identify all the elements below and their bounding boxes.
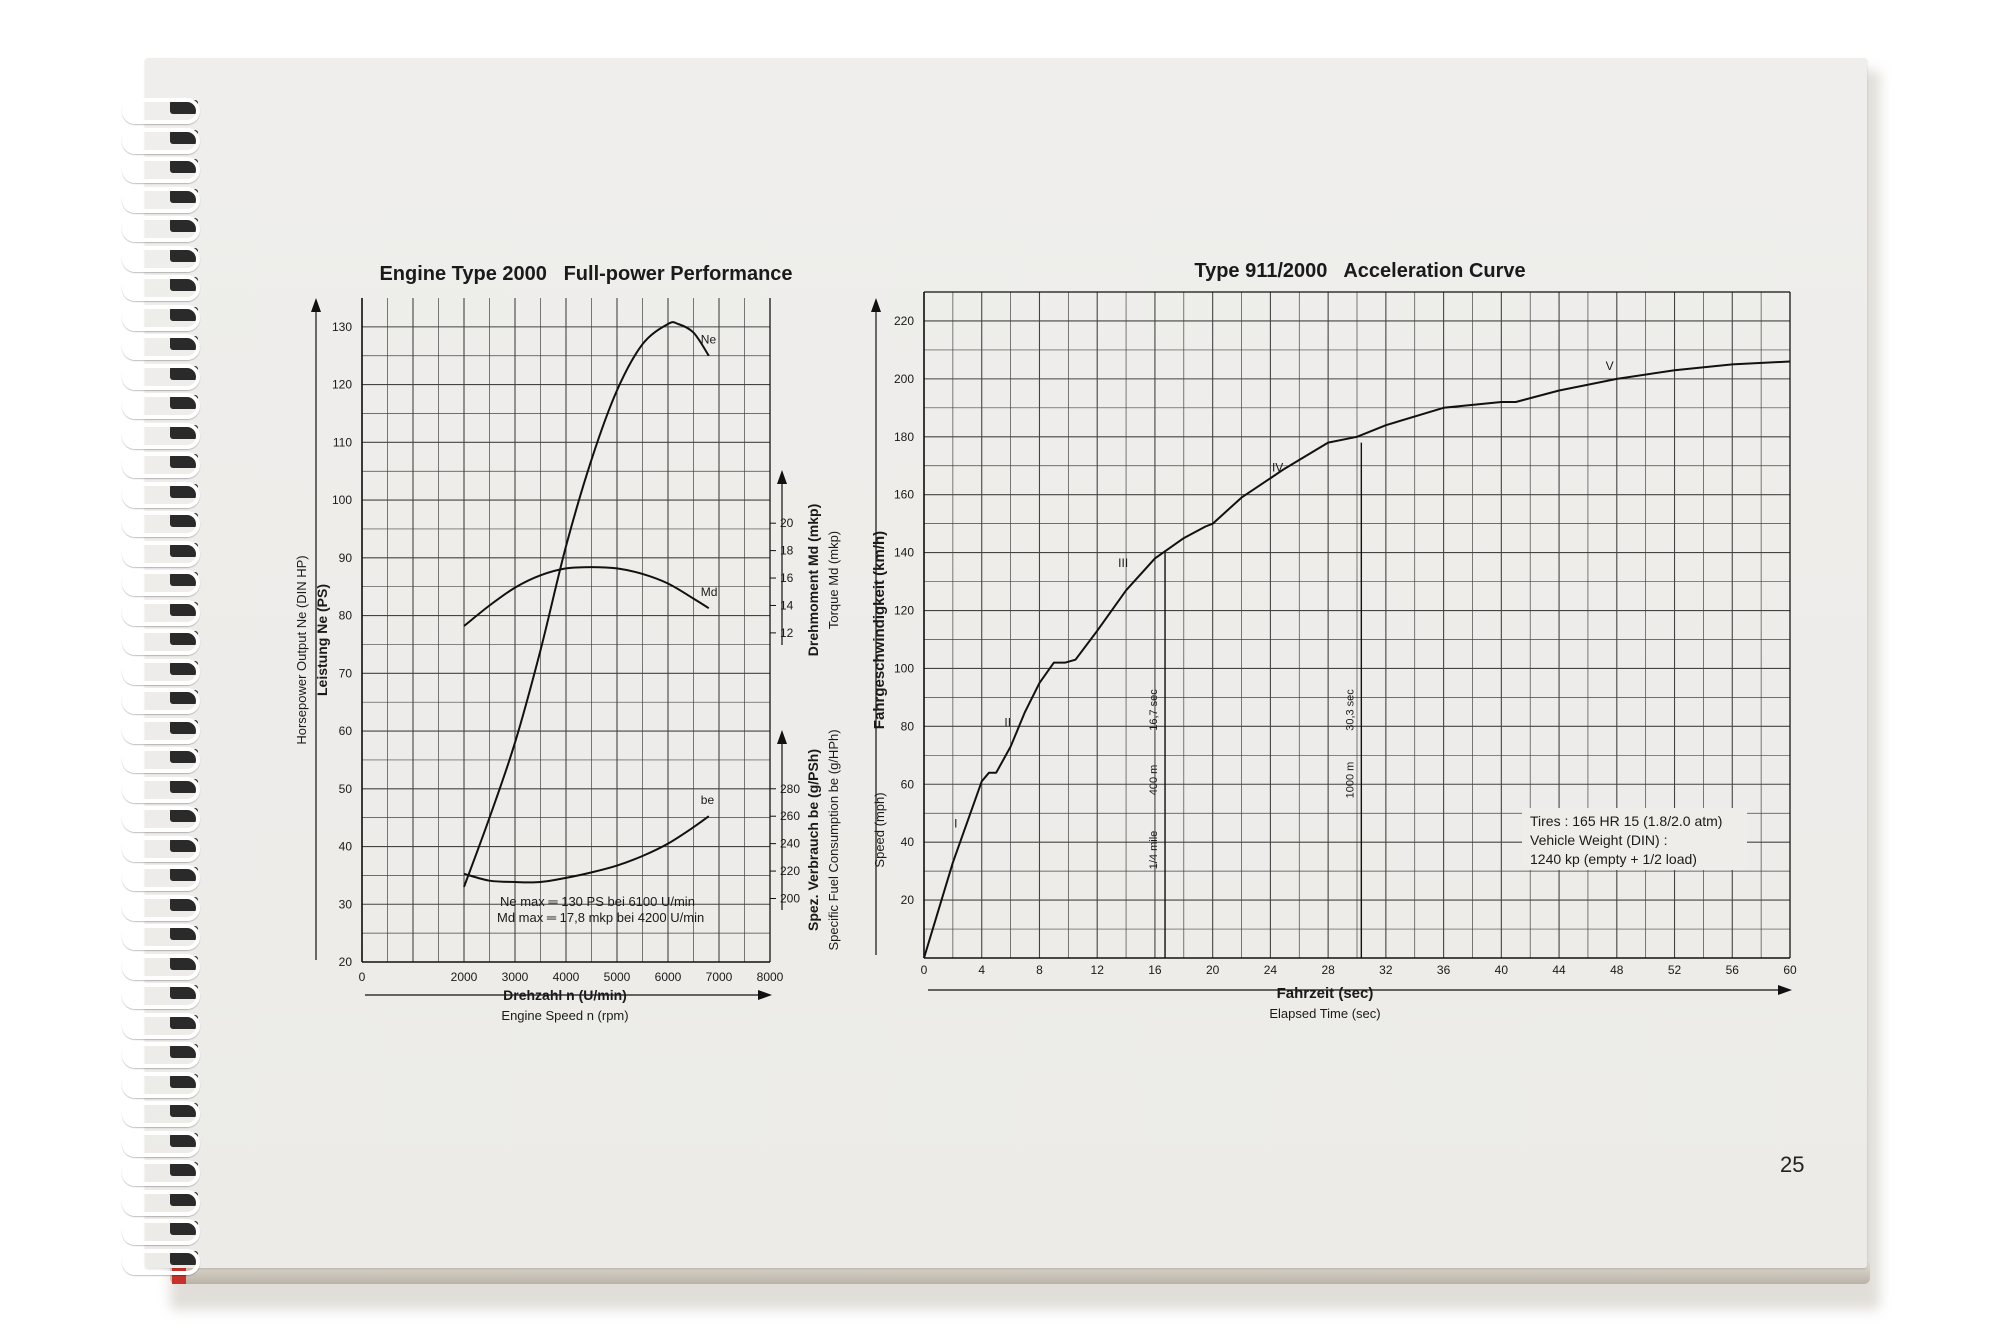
distance-marker-label: 16,7 sec (1148, 689, 1161, 731)
y-tick-label: 130 (331, 319, 352, 334)
x-tick-label: 3000 (501, 970, 529, 984)
binding-ring (122, 659, 200, 685)
distance-marker-label: 1000 m (1344, 761, 1357, 799)
y-tick-label: 180 (893, 429, 914, 444)
binding-ring (122, 924, 200, 950)
fuel-arrow-head (777, 730, 787, 744)
x-arrow-head (758, 990, 772, 1000)
binding-ring (122, 806, 200, 832)
binding-ring (122, 482, 200, 508)
binding-ring (122, 98, 200, 124)
x-tick-label: 48 (1610, 963, 1624, 977)
y-tick-label: 100 (893, 661, 914, 676)
y-tick-label: 60 (338, 724, 352, 739)
y-tick-label: 20 (900, 893, 914, 908)
series-Ne-line (464, 322, 709, 887)
x-tick-label: 4 (978, 963, 986, 977)
binding-ring (122, 157, 200, 183)
acceleration-chart-ticks (894, 314, 1797, 977)
binding-ring (122, 1072, 200, 1098)
binding-ring (122, 393, 200, 419)
binding-ring (122, 216, 200, 242)
fuel-tick-label: 220 (780, 864, 801, 879)
y-tick-label: 40 (338, 839, 352, 854)
binding-ring (122, 246, 200, 272)
y-arrow-head (311, 298, 321, 312)
fuel-tick-label: 280 (780, 781, 801, 796)
x-tick-label: 5000 (603, 970, 631, 984)
series-be-label: be (700, 793, 715, 808)
binding-ring (122, 1190, 200, 1216)
binding-ring (122, 1131, 200, 1157)
torque-tick-label: 20 (780, 516, 794, 531)
x-tick-label: 20 (1205, 963, 1220, 977)
binding-ring (122, 777, 200, 803)
binding-ring (122, 275, 200, 301)
binding-ring (122, 718, 200, 744)
binding-ring (122, 1013, 200, 1039)
note-weight-value: 1240 kp (empty + 1/2 load) (1530, 851, 1697, 867)
x-tick-label: 16 (1148, 963, 1162, 977)
gear-label: I (954, 816, 958, 831)
distance-marker-label: 30,3 sec (1344, 689, 1357, 731)
y-axis-label-power: Leistung Ne (PS) (314, 583, 330, 697)
chart-title-acceleration: Type 911/2000 Acceleration Curve (1194, 260, 1526, 282)
y-axis-label-speed-en: Speed (mph) (872, 792, 887, 868)
x-axis-label-engine-en: Engine Speed n (rpm) (501, 1008, 629, 1023)
gear-label: IV (1271, 460, 1284, 475)
y-tick-label: 20 (338, 955, 352, 969)
x-tick-label: 32 (1379, 963, 1393, 977)
x-tick-label: 36 (1436, 963, 1451, 977)
x-tick-label: 24 (1263, 963, 1278, 977)
y-tick-label: 80 (900, 719, 914, 734)
engine-performance-chart (294, 263, 841, 1023)
x-tick-label: 8 (1036, 963, 1043, 977)
y-tick-label: 200 (893, 371, 914, 386)
x-tick-label: 0 (358, 970, 366, 984)
x-tick-label: 2000 (450, 970, 478, 984)
torque-tick-label: 18 (780, 543, 794, 558)
series-Md-line (464, 567, 709, 626)
torque-arrow-head (777, 470, 787, 484)
annotation-md-max: Md max ═ 17,8 mkp bei 4200 U/min (497, 910, 705, 925)
binding-ring (122, 747, 200, 773)
binding-ring (122, 305, 200, 331)
x-tick-label: 12 (1090, 963, 1104, 977)
y-axis-label-power-en: Horsepower Output Ne (DIN HP) (294, 555, 309, 745)
x-tick-label: 52 (1667, 963, 1682, 977)
binding-ring (122, 1219, 200, 1245)
y-tick-label: 70 (338, 666, 352, 681)
y-tick-label: 50 (338, 781, 352, 796)
y-arrow-head (871, 298, 881, 312)
y-tick-label: 40 (900, 835, 914, 850)
x-tick-label: 7000 (705, 970, 733, 984)
fuel-tick-label: 240 (780, 836, 801, 851)
binding-ring (122, 511, 200, 537)
binding-ring (122, 688, 200, 714)
y-axis-label-fuel: Spez. Verbrauch be (g/PSh) (805, 748, 821, 932)
binding-ring (122, 1249, 200, 1275)
x-tick-label: 40 (1494, 963, 1509, 977)
binding-ring (122, 334, 200, 360)
x-tick-label: 44 (1552, 963, 1566, 977)
binding-ring (122, 954, 200, 980)
y-tick-label: 120 (331, 377, 352, 392)
x-tick-label: 0 (920, 963, 928, 977)
note-tires: Tires : 165 HR 15 (1.8/2.0 atm) (1530, 813, 1723, 829)
binding-ring (122, 865, 200, 891)
y-tick-label: 80 (338, 608, 352, 623)
binding-ring (122, 570, 200, 596)
engine-chart-series (464, 322, 717, 887)
x-tick-label: 6000 (654, 970, 682, 984)
y-tick-label: 140 (893, 545, 914, 560)
x-arrow-head (1778, 985, 1792, 995)
y-tick-label: 160 (893, 487, 914, 502)
series-Md-label: Md (700, 585, 718, 600)
fuel-tick-label: 200 (780, 891, 801, 906)
x-tick-label: 8000 (756, 970, 784, 984)
distance-marker-label: 1/4 mile (1148, 830, 1161, 870)
binding-ring (122, 128, 200, 154)
x-tick-label: 56 (1725, 963, 1739, 977)
torque-tick-label: 12 (780, 625, 794, 640)
binding-ring (122, 541, 200, 567)
y-axis-label-speed: Fahrgeschwindigkeit (km/h) (871, 530, 888, 730)
series-be-line (464, 816, 709, 882)
y-axis-label-torque-en: Torque Md (mkp) (826, 530, 841, 630)
binding-ring (122, 983, 200, 1009)
x-tick-label: 4000 (552, 970, 580, 984)
gear-label: V (1605, 359, 1614, 374)
gear-label: III (1118, 556, 1129, 571)
y-tick-label: 90 (338, 550, 352, 565)
y-tick-label: 100 (331, 493, 352, 508)
y-tick-label: 30 (338, 897, 352, 912)
x-tick-label: 28 (1321, 963, 1335, 977)
gear-label: II (1004, 715, 1012, 730)
binding-ring (122, 187, 200, 213)
x-axis-label-acceleration-en: Elapsed Time (sec) (1269, 1006, 1381, 1021)
y-axis-label-fuel-en: Specific Fuel Consumption be (g/HPh) (826, 729, 841, 951)
acceleration-chart-grid (871, 292, 1792, 995)
distance-marker-label: 400 m (1148, 764, 1161, 796)
torque-tick-label: 14 (780, 598, 794, 613)
series-Ne-label: Ne (700, 332, 717, 347)
x-axis-label-acceleration: Fahrzeit (sec) (1276, 985, 1374, 1002)
annotation-ne-max: Ne max ═ 130 PS bei 6100 U/min (500, 894, 695, 909)
acceleration-chart (871, 260, 1797, 1021)
binding-ring (122, 836, 200, 862)
binding-ring (122, 423, 200, 449)
y-tick-label: 120 (893, 603, 914, 618)
y-tick-label: 220 (893, 313, 914, 328)
binding-ring (122, 452, 200, 478)
y-tick-label: 60 (900, 777, 914, 792)
torque-tick-label: 16 (780, 571, 794, 586)
note-weight-label: Vehicle Weight (DIN) : (1530, 832, 1668, 848)
binding-ring (122, 1101, 200, 1127)
page-number: 25 (1780, 1152, 1805, 1177)
chart-title-engine: Engine Type 2000 Full-power Performance (379, 263, 793, 285)
fuel-tick-label: 260 (780, 809, 801, 824)
binding-ring (122, 600, 200, 626)
x-axis-label-engine: Drehzahl n (U/min) (503, 987, 627, 1003)
binding-ring (122, 1160, 200, 1186)
binding-ring (122, 629, 200, 655)
binding-ring (122, 895, 200, 921)
x-tick-label: 60 (1783, 963, 1797, 977)
binding-ring (122, 364, 200, 390)
y-tick-label: 110 (332, 435, 352, 450)
y-axis-label-torque: Drehmoment Md (mkp) (805, 503, 821, 657)
binding-ring (122, 1042, 200, 1068)
